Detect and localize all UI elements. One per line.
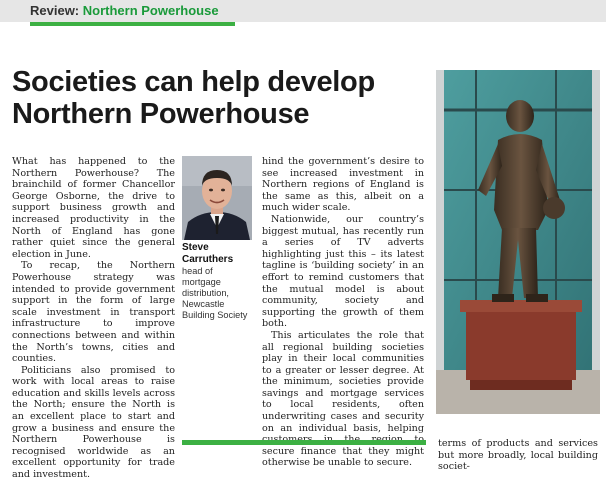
author-role-line: distribution, bbox=[182, 288, 229, 298]
column-divider-bar bbox=[182, 440, 426, 445]
author-portrait bbox=[182, 156, 252, 240]
headline-line-2: Northern Powerhouse bbox=[12, 98, 310, 130]
paragraph: terms of products and services but more broadly, local building societ- bbox=[438, 438, 598, 473]
author-byline bbox=[182, 242, 258, 321]
article-column-1 bbox=[12, 156, 175, 481]
header-underline bbox=[30, 22, 235, 26]
author-role-line: Newcastle bbox=[182, 299, 225, 309]
section-label bbox=[30, 3, 219, 18]
section-topic: Northern Powerhouse bbox=[82, 3, 219, 18]
headline bbox=[12, 66, 432, 130]
author-portrait-image bbox=[182, 156, 252, 240]
author-name: Steve Carruthers bbox=[182, 242, 234, 265]
paragraph: What has happened to the Northern Powerhouse? The brainchild of former Chancellor George Osborne, the drive to support business growth and increased productivity in the North of England has gone rather quiet since the general election in June. bbox=[12, 156, 175, 260]
paragraph: hind the government’s desire to see increased investment in Northern regions of England is the same as this, albeit on a much wider scale. bbox=[262, 156, 424, 214]
headline-line-1: Societies can help develop bbox=[12, 66, 375, 98]
author-role-line: mortgage bbox=[182, 277, 221, 287]
section-prefix: Review: bbox=[30, 3, 83, 18]
author-role-line: Building Society bbox=[182, 310, 248, 320]
paragraph: To recap, the Northern Powerhouse strategy was intended to provide government support in the form of large scale investment in transport infrastructure to improve connections between and within the North’s towns, cities and counties. bbox=[12, 260, 175, 365]
statue-photo-image bbox=[436, 70, 600, 414]
paragraph: This articulates the role that all regional building societies play in their local communities to a greater or lesser degree. At the minimum, societies provide savings and mortgage services to local residents, often underwriting cases and security on an individual basis, helping secure finance that they might otherwise be unable to secure. bbox=[262, 329, 424, 469]
statue-photo bbox=[436, 70, 600, 414]
paragraph: Nationwide, our country’s biggest mutual, has recently run a series of TV adverts highlighting just this – its latest tagline is ‘building society’ in an effort to remind customers that the mutual model is about community, society and supporting the growth of them both. bbox=[262, 213, 424, 330]
article-column-2 bbox=[262, 156, 424, 469]
author-role-line: head of bbox=[182, 266, 213, 276]
paragraph: Politicians also promised to work with local areas to raise education and skills levels across the North; ensure the North is an excellent place to start and grow a business and ensure the Northern Powerhouse is recognised worldwide as an excellent opportunity for trade and investment. bbox=[12, 364, 175, 481]
article-column-3 bbox=[438, 438, 598, 473]
